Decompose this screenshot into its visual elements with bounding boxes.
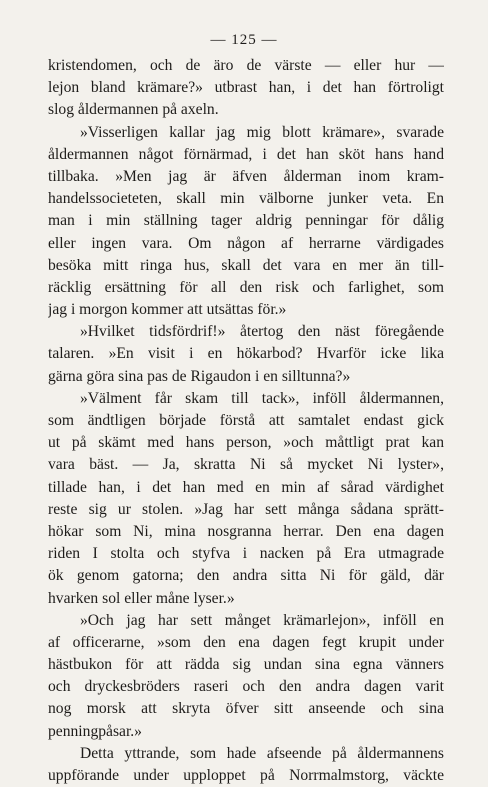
text-line: ök genom gatorna; den andra sitta Ni för gäld, där [48, 567, 444, 585]
text-line: och dryckesbröders raseri och den andra dagen varit [48, 678, 444, 696]
text-line: riden I stolta och styfva i nacken på Era utmagrade [48, 545, 444, 563]
text-line: hökar som Ni, mina nosgranna herrar. Den ena dagen [48, 522, 444, 540]
text-line: slog åldermannen på axeln. [48, 101, 219, 119]
text-line: ut på skämt med hans person, »och måttligt prat kan [48, 434, 444, 452]
text-line: som ändtligen började förstå att samtalet endast gick [48, 412, 444, 429]
text-line: besöka mitt ringa hus, skall det vara en mer än till- [48, 256, 444, 274]
text-line: jag i morgon kommer att utsättas för.» [48, 301, 287, 319]
text-line: tillade han, i det han med en min af sårad värdighet [48, 478, 444, 496]
text-line: »Och jag har sett månget krämarlejon», inföll en [80, 611, 444, 629]
text-line: man i min ställning tager aldrig penningar för dålig [48, 212, 444, 230]
text-line: räcklig ersättning för all den risk och farlighet, som [48, 278, 444, 296]
text-line: talaren. »En visit i en hökarbod? Hvarför icke lika [48, 345, 444, 363]
text-line: eller ingen vara. Om någon af herrarne värdigades [48, 234, 444, 252]
text-line: Detta yttrande, som hade afseende på åldermannens [80, 744, 444, 762]
text-line: »Hvilket tidsfördrif!» återtog den näst föregående [80, 323, 444, 341]
text-line: nog morsk att skryta öfver sitt anseende och sina [48, 700, 444, 718]
text-line: hästbukon för att rädda sig undan sina egna vänners [48, 656, 444, 674]
text-line: hvarken sol eller måne lyser.» [48, 589, 235, 607]
page-number: — 125 — [210, 32, 278, 48]
body-text [48, 55, 444, 787]
text-line: tillbaka. »Men jag är äfven ålderman inom kram- [48, 167, 444, 185]
text-line: penningpåsar.» [48, 722, 142, 740]
text-line: »Välment får skam till tack», inföll åldermannen, [80, 389, 444, 407]
text-line: »Visserligen kallar jag mig blott krämare», svarade [80, 123, 444, 141]
text-line: åldermannen något förnärmad, i det han sköt hans hand [48, 145, 444, 163]
text-line: handelssocieteten, skall min välborne junker veta. En [48, 190, 444, 208]
text-line: vara bäst. — Ja, skratta Ni så mycket Ni lyster», [48, 456, 444, 474]
text-line: gärna göra sina pas de Rigaudon i en silltunna?» [48, 367, 351, 385]
text-line: lejon bland krämare?» utbrast han, i det han förtroligt [48, 79, 444, 97]
text-line: reste sig ur stolen. »Jag har sett många sådana sprätt- [48, 500, 444, 518]
text-line: uppförande under upploppet på Norrmalmstorg, väckte [48, 767, 444, 784]
text-line: kristendomen, och de äro de värste — eller hur — [48, 57, 444, 74]
text-line: af officerarne, »som den ena dagen fegt krupit under [48, 633, 444, 651]
